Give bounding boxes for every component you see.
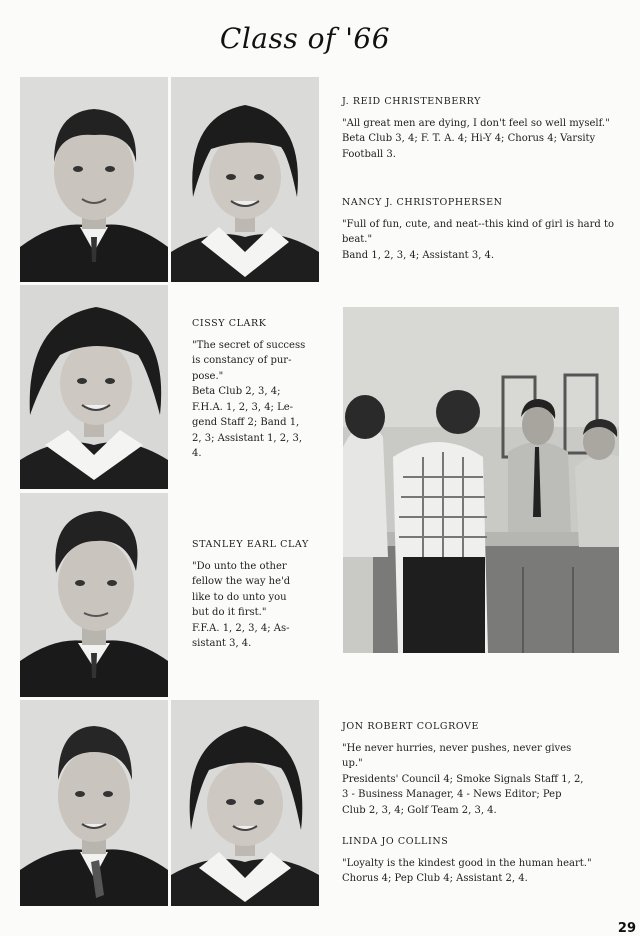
activities-line: sistant 3, 4. (192, 638, 252, 649)
activities-line: Presidents' Council 4; Smoke Signals Staff 1, 2, (342, 773, 584, 785)
student-name: STANLEY EARL CLAY (192, 539, 309, 550)
activities-line: Beta Club 2, 3, 4; (192, 386, 281, 397)
portrait-cissy-clark (20, 285, 168, 489)
student-activities: Beta Club 3, 4; F. T. A. 4; Hi-Y 4; Chorus 4; Varsity Football 3. (342, 133, 596, 160)
quote-line: pose." (192, 370, 224, 382)
activities-line: F.H.A. 1, 2, 3, 4; Le- (192, 401, 294, 413)
student-name: NANCY J. CHRISTOPHERSEN (342, 197, 503, 208)
student-activities (342, 772, 632, 819)
quote-line: "Do unto the other (192, 560, 287, 572)
student-entry-cissy-clark (192, 316, 322, 462)
student-entry-reid-christenberry (342, 94, 622, 162)
student-activities: Chorus 4; Pep Club 4; Assistant 2, 4. (342, 873, 528, 884)
student-entry-linda-collins (342, 834, 632, 887)
student-quote (192, 338, 322, 385)
portrait-stanley-clay (20, 493, 168, 697)
quote-line: is constancy of pur- (192, 355, 292, 366)
student-name: LINDA JO COLLINS (342, 836, 449, 847)
student-activities: Band 1, 2, 3, 4; Assistant 3, 4. (342, 249, 495, 261)
activities-line: Club 2, 3, 4; Golf Team 2, 3, 4. (342, 804, 497, 816)
quote-line: but do it first." (192, 607, 267, 618)
quote-line: "He never hurries, never pushes, never gives (342, 742, 572, 754)
activities-line: gend Staff 2; Band 1, (192, 417, 300, 428)
quote-line: up." (342, 758, 363, 769)
activities-line: 4. (192, 448, 202, 459)
student-name: J. REID CHRISTENBERRY (342, 96, 481, 107)
student-entry-nancy-christophersen (342, 195, 622, 263)
activities-line: 3 - Business Manager, 4 - News Editor; Pep (342, 789, 562, 800)
activities-line: 2, 3; Assistant 1, 2, 3, (192, 432, 303, 444)
quote-line: like to do unto you (192, 591, 287, 603)
portrait-linda-collins (171, 700, 319, 906)
page-title: Class of '66 (219, 22, 391, 55)
student-activities (192, 621, 322, 652)
student-entry-jon-colgrove (342, 719, 632, 818)
activities-line: F.F.A. 1, 2, 3, 4; As- (192, 622, 290, 634)
quote-line: fellow the way he'd (192, 576, 291, 587)
student-quote (192, 559, 322, 621)
candid-photo-snack-counter (343, 307, 619, 653)
portrait-nancy-christophersen (171, 77, 319, 282)
quote-line: "The secret of success (192, 339, 306, 351)
portrait-jon-colgrove (20, 700, 168, 906)
student-quote (342, 741, 632, 772)
portrait-reid-christenberry (20, 77, 168, 282)
student-quote: "Loyalty is the kindest good in the human heart." (342, 857, 592, 869)
student-quote: "All great men are dying, I don't feel so well myself." (342, 117, 610, 129)
student-entry-stanley-clay (192, 537, 322, 652)
student-activities (192, 384, 322, 462)
student-name: CISSY CLARK (192, 318, 267, 329)
student-name: JON ROBERT COLGROVE (342, 721, 480, 732)
page-number: 29 (617, 921, 636, 936)
student-quote: "Full of fun, cute, and neat--this kind of girl is hard to beat." (342, 218, 615, 245)
